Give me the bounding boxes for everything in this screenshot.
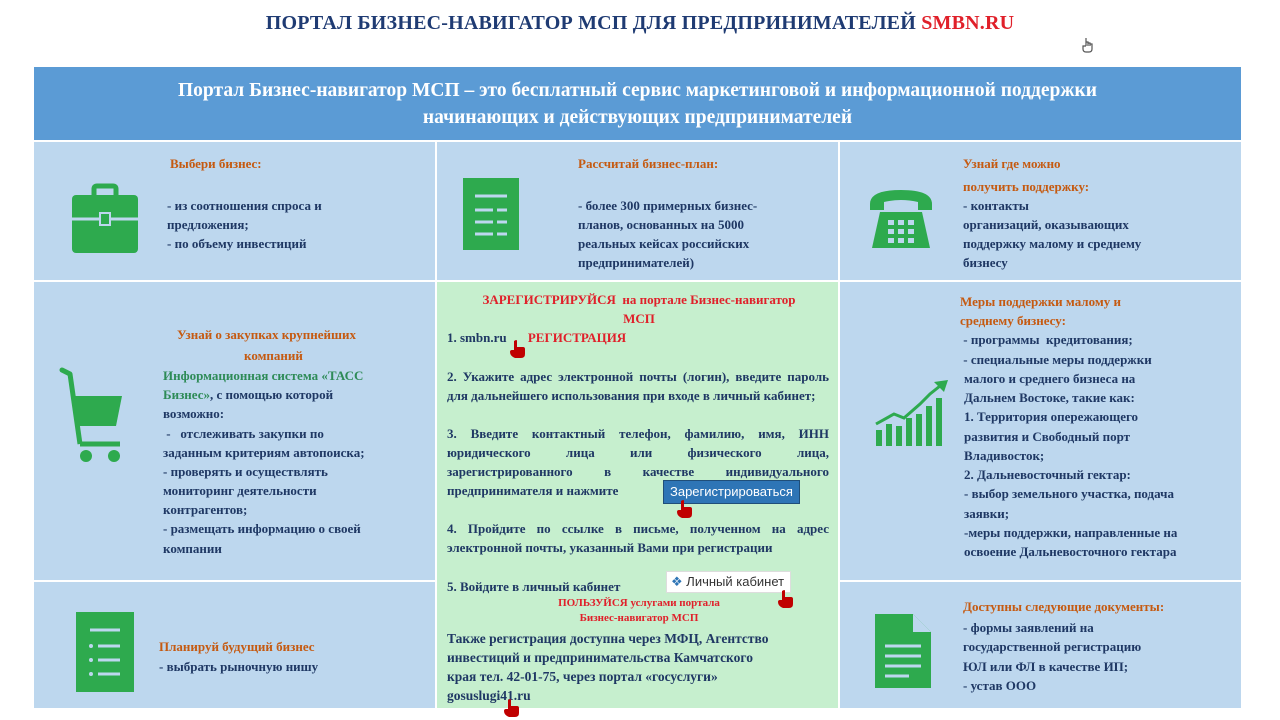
purchases-system-2 bbox=[163, 385, 333, 404]
purchases-line-3: заданным критериям автопоиска; bbox=[163, 445, 365, 460]
measures-line-7: Владивосток; bbox=[964, 448, 1045, 463]
support-line-2: организаций, оказывающих bbox=[963, 217, 1129, 232]
choose-line-2: предложения; bbox=[167, 217, 249, 232]
docs-line-3: ЮЛ или ФЛ в качестве ИП; bbox=[963, 659, 1129, 674]
briefcase-icon bbox=[70, 183, 140, 255]
step-3-text: 3. Введите контактный телефон, фамилию, имя, ИНН юридического лица или физического лица, зарегистрированного в качестве индивидуального предпринимателя и нажмите bbox=[447, 426, 829, 498]
register-call-2: на портале Бизнес-навигатор bbox=[615, 292, 796, 307]
personal-cabinet-button[interactable] bbox=[666, 571, 791, 593]
future-line-1: - выбрать рыночную нишу bbox=[159, 659, 319, 674]
file-document-icon bbox=[875, 614, 931, 688]
plan-heading: Рассчитай бизнес-план: bbox=[578, 156, 719, 171]
banner-line-2: начинающих и действующих предпринимателей bbox=[422, 106, 853, 128]
registration-link[interactable]: РЕГИСТРАЦИЯ bbox=[527, 330, 627, 345]
step-4: 4. Пройдите по ссылке в письме, полученном на адрес электронной почты, указанный Вами при регистрации bbox=[447, 521, 829, 555]
step-1 bbox=[447, 328, 626, 347]
shopping-cart-icon bbox=[58, 366, 128, 466]
measures-heading-1: Меры поддержки малому и bbox=[960, 294, 1121, 309]
purchases-line-7: - размещать информацию о своей bbox=[163, 521, 361, 536]
list-document-icon bbox=[76, 612, 134, 692]
measures-line-3: малого и среднего бизнеса на bbox=[964, 371, 1136, 386]
hand-cursor-icon bbox=[509, 340, 527, 358]
measures-line-6: развития и Свободный порт bbox=[964, 429, 1131, 444]
page-title bbox=[0, 12, 1280, 35]
telephone-icon bbox=[866, 182, 936, 252]
step-2: 2. Укажите адрес электронной почты (логин), введите пароль для дальнейшего использования при входе в личный кабинет; bbox=[447, 369, 829, 403]
plan-line-2: планов, основанных на 5000 bbox=[578, 217, 745, 232]
step-1-site[interactable]: 1. smbn.ru bbox=[447, 330, 507, 345]
purchases-system-rest: , с помощью которой bbox=[210, 387, 334, 402]
register-button[interactable]: Зарегистрироваться bbox=[663, 480, 800, 504]
plan-line-4: предпринимателей) bbox=[578, 255, 695, 270]
also-line-1: Также регистрация доступна через МФЦ, Агентство bbox=[447, 631, 769, 646]
choose-line-1: - из соотношения спроса и bbox=[167, 198, 322, 213]
registration-heading-3: МСП bbox=[623, 311, 655, 326]
docs-heading: Доступны следующие документы: bbox=[963, 599, 1165, 614]
measures-line-11: -меры поддержки, направленные на bbox=[964, 525, 1178, 540]
purchases-line-6: контрагентов; bbox=[163, 502, 248, 517]
choose-line-3: - по объему инвестиций bbox=[167, 236, 307, 251]
choose-heading: Выбери бизнес: bbox=[170, 156, 262, 171]
use-portal-2: Бизнес-навигатор МСП bbox=[579, 612, 699, 624]
measures-heading-2: среднему бизнесу: bbox=[960, 313, 1066, 328]
purchases-line-2: - отслеживать закупки по bbox=[163, 426, 324, 441]
purchases-heading-1: Узнай о закупках крупнейших bbox=[177, 327, 356, 342]
banner-line-1: Портал Бизнес-навигатор МСП – это бесплатный сервис маркетинговой и информационной поддержки bbox=[178, 79, 1097, 101]
plan-line-3: реальных кейсах российских bbox=[578, 236, 750, 251]
growth-chart-icon bbox=[874, 380, 950, 446]
purchases-line-5: мониторинг деятельности bbox=[163, 483, 317, 498]
also-line-3: края тел. 42-01-75, через портал «госуслуги» bbox=[447, 669, 718, 684]
cabinet-button-label: Личный кабинет bbox=[686, 574, 785, 589]
measures-line-9: - выбор земельного участка, подача bbox=[964, 486, 1174, 501]
measures-line-4: Дальнем Востоке, такие как: bbox=[964, 390, 1135, 405]
measures-line-2: - специальные меры поддержки bbox=[960, 352, 1152, 367]
purchases-line-8: компании bbox=[163, 541, 222, 556]
hand-cursor-icon bbox=[676, 500, 694, 518]
future-heading: Планируй будущий бизнес bbox=[159, 639, 315, 654]
registration-heading bbox=[448, 290, 830, 309]
support-line-1: - контакты bbox=[963, 198, 1029, 213]
cabinet-logo-icon: ❖ bbox=[671, 574, 683, 589]
purchases-heading-2: компаний bbox=[244, 348, 303, 363]
brand-link[interactable]: SMBN.RU bbox=[921, 12, 1015, 34]
gosuslugi-link[interactable]: gosuslugi41.ru bbox=[447, 688, 531, 703]
measures-line-1: - программы кредитования; bbox=[960, 332, 1133, 347]
purchases-system bbox=[163, 366, 363, 385]
measures-line-10: заявки; bbox=[964, 506, 1010, 521]
tass-system-name: Информационная система «ТАСС bbox=[163, 368, 364, 383]
measures-line-12: освоение Дальневосточного гектара bbox=[964, 544, 1177, 559]
support-heading-2: получить поддержку: bbox=[963, 179, 1090, 194]
plan-line-1: - более 300 примерных бизнес- bbox=[578, 198, 758, 213]
page-title-text: ПОРТАЛ БИЗНЕС-НАВИГАТОР МСП ДЛЯ ПРЕДПРИНИМАТЕЛЕЙ bbox=[265, 12, 922, 34]
document-icon bbox=[463, 178, 519, 250]
support-line-3: поддержку малому и среднему bbox=[963, 236, 1142, 251]
measures-line-5: 1. Территория опережающего bbox=[964, 409, 1139, 424]
docs-line-1: - формы заявлений на bbox=[963, 620, 1094, 635]
intro-banner bbox=[34, 67, 1241, 140]
purchases-line-4: - проверять и осуществлять bbox=[163, 464, 328, 479]
docs-line-4: - устав ООО bbox=[963, 678, 1037, 693]
support-line-4: бизнесу bbox=[963, 255, 1008, 270]
also-line-2: инвестиций и предпринимательства Камчатского bbox=[447, 650, 753, 665]
use-portal-1: ПОЛЬЗУЙСЯ услугами портала bbox=[558, 597, 720, 609]
hand-cursor-icon bbox=[503, 699, 521, 717]
hand-cursor-icon bbox=[1080, 36, 1098, 54]
support-heading-1: Узнай где можно bbox=[963, 156, 1061, 171]
purchases-line-1: возможно: bbox=[163, 406, 225, 421]
docs-line-2: государственной регистрацию bbox=[963, 639, 1142, 654]
tass-system-name-2: Бизнес» bbox=[163, 387, 210, 402]
step-5: 5. Войдите в личный кабинет bbox=[447, 579, 621, 594]
register-call: ЗАРЕГИСТРИРУЙСЯ bbox=[482, 292, 616, 307]
measures-line-8: 2. Дальневосточный гектар: bbox=[964, 467, 1131, 482]
